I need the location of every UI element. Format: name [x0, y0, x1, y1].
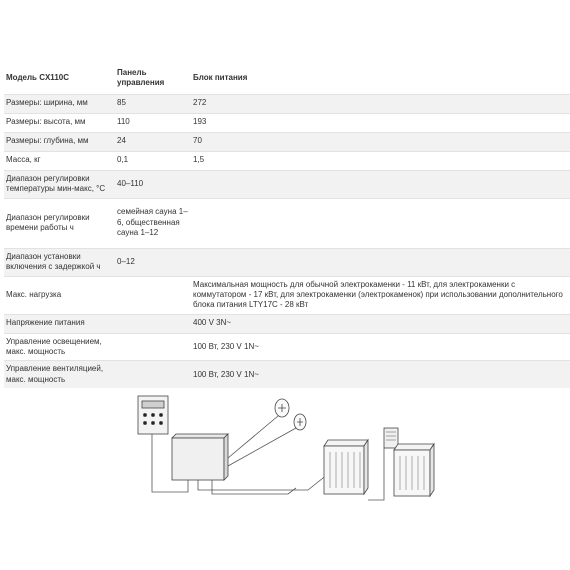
row-label: Масса, кг [4, 151, 115, 170]
header-power-unit: Блок питания [193, 73, 248, 83]
table-row [4, 94, 570, 113]
row-label: Размеры: высота, мм [4, 113, 115, 132]
header-model: Модель CX110C [6, 73, 69, 83]
row-power-value: 100 Вт, 230 V 1N~ [191, 361, 570, 388]
table-row [4, 248, 570, 276]
table-row [4, 276, 570, 314]
control-panel-icon [138, 396, 168, 434]
row-label: Напряжение питания [4, 314, 115, 333]
row-panel-value [115, 314, 191, 333]
row-label: Диапазон установки включения с задержкой ч [4, 248, 115, 276]
row-panel-value [115, 361, 191, 388]
row-panel-value: 110 [115, 113, 191, 132]
row-panel-value: 40–110 [115, 170, 191, 198]
row-panel-value [115, 276, 191, 314]
table-row [4, 314, 570, 333]
row-power-value [191, 198, 570, 248]
table-row [4, 151, 570, 170]
temperature-sensor-icon [294, 414, 306, 430]
table-header-row [4, 66, 570, 94]
row-panel-value [115, 333, 191, 361]
sauna-heater-with-switch-icon [368, 428, 434, 500]
row-panel-value: 85 [115, 94, 191, 113]
row-label: Управление освещением, макс. мощность [4, 333, 115, 361]
power-unit-icon [172, 434, 228, 480]
row-power-value: 100 Вт, 230 V 1N~ [191, 333, 570, 361]
row-panel-value: 24 [115, 132, 191, 151]
table-row [4, 170, 570, 198]
row-power-value [191, 170, 570, 198]
specs-table [4, 66, 570, 388]
table-row [4, 113, 570, 132]
row-label: Управление вентиляцией, макс. мощность [4, 361, 115, 388]
temperature-sensor-icon [275, 399, 289, 417]
row-panel-value: 0,1 [115, 151, 191, 170]
row-power-value: 400 V 3N~ [191, 314, 570, 333]
row-label: Размеры: глубина, мм [4, 132, 115, 151]
row-label: Размеры: ширина, мм [4, 94, 115, 113]
row-power-value: 272 [191, 94, 570, 113]
table-row [4, 361, 570, 388]
sauna-heater-icon [324, 440, 368, 494]
row-label: Макс. нагрузка [4, 276, 115, 314]
row-label: Диапазон регулировки температуры мин-макс, °C [4, 170, 115, 198]
row-power-value: 193 [191, 113, 570, 132]
row-power-value: 1,5 [191, 151, 570, 170]
table-row [4, 333, 570, 361]
row-power-value: 70 [191, 132, 570, 151]
table-row [4, 198, 570, 248]
row-power-value [191, 248, 570, 276]
header-control-panel: Панель управления [117, 67, 165, 88]
row-power-value: Максимальная мощность для обычной электрокаменки - 11 кВт, для электрокаменки с коммутатором - 17 кВт, для электрокаменки (электрокаменок) при использовании дополнительного блока питания LTY17C - 28 кВт [191, 276, 570, 314]
installation-diagram [128, 388, 438, 510]
row-panel-value: 0–12 [115, 248, 191, 276]
row-label: Диапазон регулировки времени работы ч [4, 198, 115, 248]
row-panel-value: семейная сауна 1–6, общественная сауна 1–12 [115, 198, 191, 248]
table-row [4, 132, 570, 151]
